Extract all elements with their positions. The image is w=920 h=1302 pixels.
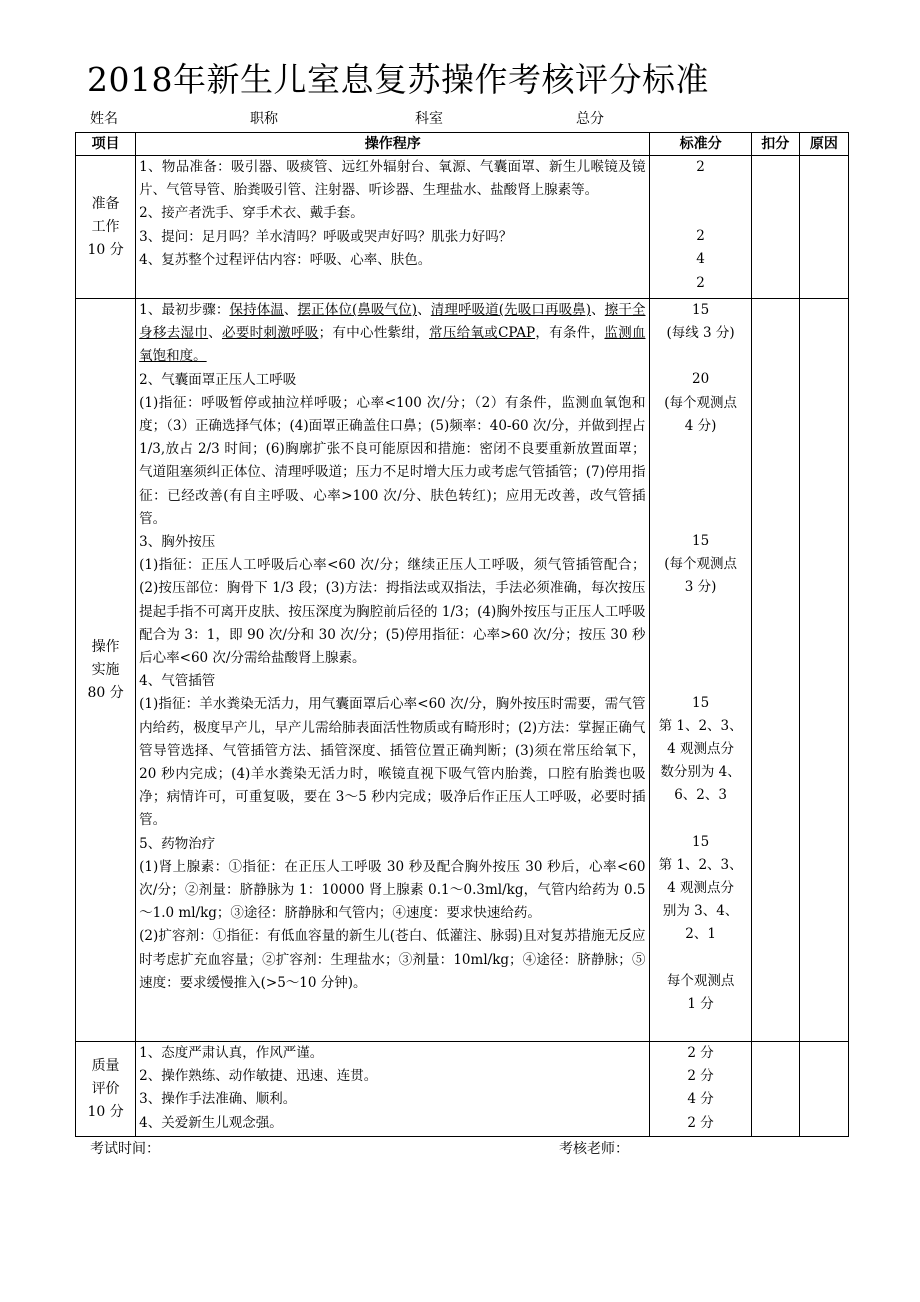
score-cell bbox=[650, 156, 751, 299]
score-note: 1 分 bbox=[687, 995, 714, 1012]
score-value: 15 bbox=[692, 533, 710, 550]
section-label-quality bbox=[76, 1042, 136, 1137]
table-header-row bbox=[76, 133, 849, 156]
section-label-line: 质量 bbox=[91, 1057, 120, 1074]
step-text: (1)指征：正压人工呼吸后心率<60 次/分；继续正压人工呼吸，须气管插管配合；(2)按压部位：胸骨下 1/3 段；(3)方法：拇指法或双指法，手法必须准确，每次按压提起手指不可离开皮肤、按压深度为胸腔前后径的 1/3；(4)胸外按压与正压人工呼吸配合为 3：1，即 90 次/分和 30 次/分；(5)停用指征：心率>60 次/分；按压 30 秒后心率<60 次/分需给盐酸肾上腺素。 bbox=[139, 557, 646, 667]
procedure-cell bbox=[136, 1042, 650, 1137]
table-row-operations bbox=[76, 299, 849, 1042]
score-value: 20 bbox=[692, 371, 710, 388]
score-note: 每个观测点 bbox=[666, 972, 735, 989]
score-note: 4 观测点分 bbox=[667, 741, 735, 758]
score-note: 第 1、2、3、 bbox=[658, 856, 743, 873]
section-label-line: 准备 bbox=[91, 195, 120, 212]
step-heading: 3、胸外按压 bbox=[139, 534, 216, 551]
score-note: 6、2、3 bbox=[674, 787, 727, 804]
score-value: 2 分 bbox=[687, 1045, 714, 1061]
step-heading: 5、药物治疗 bbox=[139, 835, 216, 852]
exam-time-label: 考试时间： bbox=[90, 1141, 160, 1157]
section-label-line: 80 分 bbox=[87, 684, 124, 701]
reason-cell[interactable] bbox=[799, 156, 848, 299]
score-note: 4 观测点分 bbox=[667, 880, 735, 897]
job-title-label: 职称 bbox=[250, 111, 278, 127]
header-standard-score: 标准分 bbox=[650, 133, 751, 156]
score-value: 15 bbox=[692, 302, 710, 318]
deduction-cell[interactable] bbox=[751, 299, 799, 1042]
procedure-line: 4、关爱新生儿观念强。 bbox=[139, 1114, 283, 1131]
section-label-line: 工作 bbox=[91, 218, 120, 235]
header-procedure: 操作程序 bbox=[136, 133, 650, 156]
section-label-line: 评价 bbox=[91, 1080, 120, 1097]
procedure-cell bbox=[136, 156, 650, 299]
score-note: 4 分) bbox=[684, 417, 717, 434]
procedure-line: 1、态度严肃认真，作风严谨。 bbox=[139, 1045, 324, 1061]
step-text: (1)指征：羊水粪染无活力，用气囊面罩后心率<60 次/分，胸外按压时需要，需气管内给药，极度早产儿，早产儿需给肺表面活性物质或有畸形时；(2)方法：掌握正确气管导管选择、气管插管方法、插管深度、插管位置正确判断；(3)须在常压给氧下，20 秒内完成；(4)羊水粪染无活力时，喉镜直视下吸气管内胎粪，口腔有胎粪也吸净；病情许可，可重复吸，要在 3～5 秒内完成；吸净后作正压人工呼吸，必要时插管。 bbox=[139, 696, 646, 829]
section-label-line: 10 分 bbox=[87, 1103, 124, 1120]
reason-cell[interactable] bbox=[799, 1042, 848, 1137]
table-row-quality bbox=[76, 1042, 849, 1137]
header-deduction: 扣分 bbox=[751, 133, 799, 156]
section-label-line: 实施 bbox=[91, 661, 120, 678]
score-value: 4 bbox=[696, 251, 705, 268]
score-value: 2 分 bbox=[687, 1114, 714, 1131]
section-label-line: 操作 bbox=[91, 638, 120, 655]
score-cell bbox=[650, 1042, 751, 1137]
score-cell bbox=[650, 299, 751, 1042]
step-text: (1)肾上腺素：①指征：在正压人工呼吸 30 秒及配合胸外按压 30 秒后，心率<60 次/分；②剂量：脐静脉为 1：10000 肾上腺素 0.1～0.3ml/kg，气管内给药为 0.5～1.0 ml/kg；③途径：脐静脉和气管内；④速度：要求快速给药。 bbox=[139, 858, 646, 922]
procedure-line: 4、复苏整个过程评估内容：呼吸、心率、肤色。 bbox=[139, 251, 432, 268]
score-note: 别为 3、4、 bbox=[662, 903, 739, 920]
procedure-line: 1、物品准备：吸引器、吸痰管、远红外辐射台、氧源、气囊面罩、新生儿喉镜及镜片、气管导管、胎粪吸引管、注射器、听诊器、生理盐水、盐酸肾上腺素等。 bbox=[139, 159, 646, 199]
step-text: (1)指征：呼吸暂停或抽泣样呼吸；心率<100 次/分；（2）有条件，监测血氧饱和度；（3）正确选择气体；(4)面罩正确盖住口鼻；(5)频率：40-60 次/分，并做到捏占 1/3,放占 2/3 时间；(6)胸廓扩张不良可能原因和措施：密闭不良要重新放置面罩；气道阻塞须纠正体位、清理呼吸道；压力不足时增大压力或考虑气管插管；(7)停用指征：已经改善(有自主呼吸、心率>100 次/分、肤色转红)；应用无改善，改气管插管。 bbox=[139, 394, 646, 527]
score-value: 2 分 bbox=[687, 1068, 714, 1085]
section-label-preparation bbox=[76, 156, 136, 299]
procedure-line: 3、操作手法准确、顺利。 bbox=[139, 1091, 297, 1108]
score-note: (每个观测点 bbox=[664, 556, 737, 573]
scoring-table bbox=[75, 132, 849, 1137]
score-value: 2 bbox=[696, 228, 705, 245]
step-heading: 4、气管插管 bbox=[139, 673, 216, 690]
total-score-label: 总分 bbox=[576, 111, 604, 127]
step-text: (2)扩容剂：①指征：有低血容量的新生儿(苍白、低灌注、脉弱)且对复苏措施无反应时考虑扩充血容量；②扩容剂：生理盐水；③剂量：10ml/kg；④途径：脐静脉；⑤速度：要求缓慢推入(>5～10 分钟)。 bbox=[139, 928, 646, 991]
section-label-line: 10 分 bbox=[87, 241, 124, 258]
procedure-line: 2、操作熟练、动作敏捷、迅速、连贯。 bbox=[139, 1068, 378, 1085]
deduction-cell[interactable] bbox=[751, 156, 799, 299]
department-label: 科室 bbox=[415, 111, 443, 127]
deduction-cell[interactable] bbox=[751, 1042, 799, 1137]
score-note: 3 分) bbox=[684, 579, 717, 596]
score-value: 4 分 bbox=[687, 1091, 714, 1108]
reason-cell[interactable] bbox=[799, 299, 848, 1042]
score-value: 15 bbox=[692, 833, 710, 850]
score-note: (每线 3 分) bbox=[666, 325, 735, 342]
step-initial: 1、最初步骤：保持体温、摆正体位(鼻吸气位)、清理呼吸道(先吸口再吸鼻)、擦干全身移去湿巾、必要时刺激呼吸；有中心性紫绀，常压给氧或CPAP，有条件，监测血氧饱和度。 bbox=[139, 302, 646, 365]
section-label-operations bbox=[76, 299, 136, 1042]
score-note: 2、1 bbox=[685, 926, 716, 943]
score-value: 15 bbox=[692, 694, 710, 711]
score-note: (每个观测点 bbox=[664, 394, 737, 411]
step-heading: 2、气囊面罩正压人工呼吸 bbox=[139, 371, 297, 388]
score-value: 2 bbox=[696, 159, 705, 175]
examiner-label: 考核老师： bbox=[559, 1141, 629, 1157]
score-note: 数分别为 4、 bbox=[660, 764, 741, 781]
score-note: 第 1、2、3、 bbox=[658, 717, 743, 734]
name-label: 姓名 bbox=[90, 111, 118, 127]
procedure-cell bbox=[136, 299, 650, 1042]
procedure-line: 3、提问：足月吗？羊水清吗？呼吸或哭声好吗？肌张力好吗？ bbox=[139, 228, 513, 245]
score-value: 2 bbox=[696, 274, 705, 291]
page-title: 2018年新生儿室息复苏操作考核评分标准 bbox=[87, 60, 709, 99]
header-reason: 原因 bbox=[799, 133, 848, 156]
header-item: 项目 bbox=[76, 133, 136, 156]
table-row-preparation bbox=[76, 156, 849, 299]
procedure-line: 2、接产者洗手、穿手术衣、戴手套。 bbox=[139, 205, 364, 222]
